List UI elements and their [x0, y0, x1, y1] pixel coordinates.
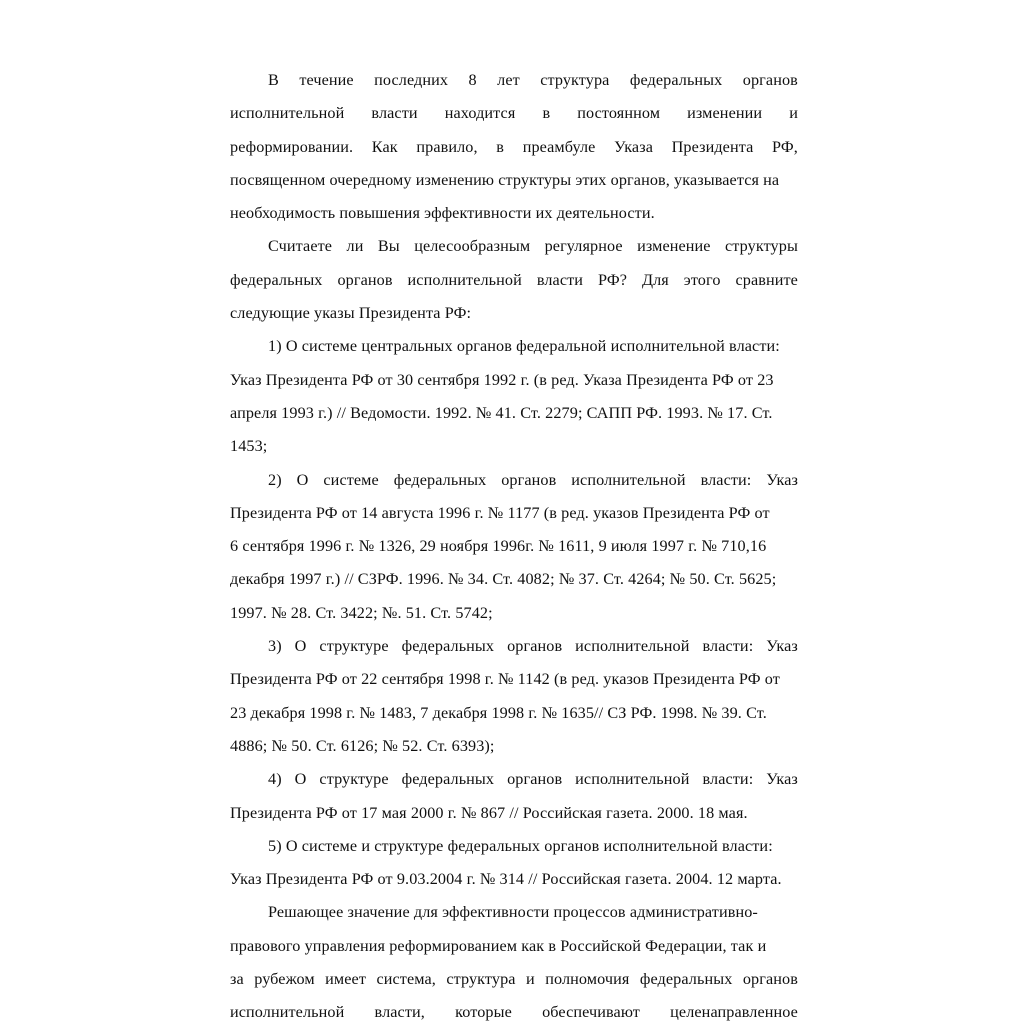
word: власти: [371, 104, 418, 123]
word: РФ,: [772, 137, 798, 156]
text-line: Президента РФ от 22 сентября 1998 г. № 1142 (в ред. указов Президента РФ от: [230, 670, 780, 689]
word: находится: [444, 104, 516, 123]
word: 4): [268, 770, 282, 789]
text-line: Указ Президента РФ от 30 сентября 1992 г. (в ред. Указа Президента РФ от 23: [230, 370, 774, 389]
word: органов: [337, 270, 393, 289]
text-line: 23 декабря 1998 г. № 1483, 7 декабря 1998 г. № 1635// СЗ РФ. 1998. № 39. Ст.: [230, 703, 767, 722]
document-text-block: [230, 64, 798, 1024]
word: Указ: [766, 770, 798, 789]
word: исполнительной: [230, 1003, 345, 1022]
text-line: 6 сентября 1996 г. № 1326, 29 ноября 1996г. № 1611, 9 июля 1997 г. № 710,16: [230, 537, 767, 556]
paragraph: [230, 630, 798, 763]
word: 3): [268, 637, 282, 656]
word: за: [230, 970, 244, 989]
word: органов: [742, 970, 798, 989]
word: органов: [507, 770, 563, 789]
paragraph: [230, 230, 798, 330]
word: в: [542, 104, 551, 123]
text-line: Решающее значение для эффективности процессов административно-: [268, 903, 758, 922]
word: имеет: [325, 970, 366, 989]
word: и: [526, 970, 535, 989]
text-line: 1997. № 28. Ст. 3422; №. 51. Ст. 5742;: [230, 603, 493, 622]
word: целенаправленное: [670, 1003, 798, 1022]
word: преамбуле: [522, 137, 596, 156]
text-line: 4886; № 50. Ст. 6126; № 52. Ст. 6393);: [230, 736, 495, 755]
word: исполнительной: [407, 270, 522, 289]
word: власти:: [702, 770, 754, 789]
text-line: необходимость повышения эффективности их деятельности.: [230, 204, 655, 223]
text-line: [230, 963, 798, 996]
word: федеральных: [629, 71, 723, 89]
word: и: [789, 104, 798, 123]
word: полномочия: [545, 970, 630, 989]
paragraph: [230, 896, 798, 1024]
word: этого: [683, 270, 721, 289]
text-line: [230, 230, 798, 263]
word: Как: [371, 137, 398, 156]
word: структура: [540, 71, 610, 89]
word: исполнительной: [575, 637, 690, 656]
word: исполнительной: [575, 770, 690, 789]
word: власти: [536, 270, 584, 289]
word: федеральных: [230, 270, 323, 289]
text-line: [230, 97, 798, 130]
word: власти:: [702, 637, 754, 656]
word: О: [294, 637, 307, 656]
word: О: [296, 470, 309, 489]
text-line: [230, 64, 798, 97]
text-line: следующие указы Президента РФ:: [230, 304, 472, 323]
text-line: декабря 1997 г.) // СЗРФ. 1996. № 34. Ст. 4082; № 37. Ст. 4264; № 50. Ст. 5625;: [230, 570, 777, 589]
word: сравните: [735, 270, 798, 289]
word: целесообразным: [414, 237, 531, 256]
word: федеральных: [401, 637, 495, 656]
word: Для: [641, 270, 669, 289]
word: системе: [323, 470, 379, 489]
paragraph: [230, 763, 798, 830]
text-line: [230, 763, 798, 796]
text-line: посвященном очередному изменению структуры этих органов, указывается на: [230, 170, 780, 189]
word: изменении: [687, 104, 763, 123]
word: рубежом: [254, 970, 315, 989]
word: власти,: [374, 1003, 425, 1022]
word: Президента: [671, 137, 754, 156]
word: Вы: [377, 237, 400, 256]
paragraph: [230, 64, 798, 230]
word: обеспечивают: [542, 1003, 640, 1022]
paragraph: [230, 464, 798, 630]
word: которые: [455, 1003, 512, 1022]
word: лет: [497, 71, 520, 89]
word: власти:: [700, 470, 752, 489]
word: органов: [501, 470, 557, 489]
word: система,: [376, 970, 436, 989]
text-line: 1) О системе центральных органов федеральной исполнительной власти:: [268, 337, 780, 356]
word: ли: [346, 237, 364, 256]
text-line: апреля 1993 г.) // Ведомости. 1992. № 41. Ст. 2279; САПП РФ. 1993. № 17. Ст.: [230, 403, 773, 422]
text-line: 1453;: [230, 437, 268, 456]
text-line: [230, 264, 798, 297]
word: реформировании.: [230, 137, 354, 156]
word: О: [294, 770, 307, 789]
word: исполнительной: [571, 470, 686, 489]
word: Указ: [766, 470, 798, 489]
word: структуре: [319, 637, 389, 656]
paragraph: [230, 830, 798, 897]
word: Указа: [614, 137, 653, 156]
word: структура: [446, 970, 516, 989]
text-line: 5) О системе и структуре федеральных органов исполнительной власти:: [268, 836, 773, 855]
word: течение: [299, 71, 354, 89]
paragraph: [230, 330, 798, 463]
word: федеральных: [639, 970, 733, 989]
word: федеральных: [401, 770, 495, 789]
word: исполнительной: [230, 104, 345, 123]
text-line: Президента РФ от 17 мая 2000 г. № 867 // Российская газета. 2000. 18 мая.: [230, 803, 748, 822]
text-line: [230, 464, 798, 497]
word: 8: [468, 71, 477, 89]
text-line: Президента РФ от 14 августа 1996 г. № 1177 (в ред. указов Президента РФ от: [230, 503, 770, 522]
word: регулярное: [544, 237, 623, 256]
word: последних: [374, 71, 449, 89]
word: Указ: [766, 637, 798, 656]
word: Считаете: [268, 237, 333, 256]
word: В: [268, 71, 279, 89]
text-line: [230, 131, 798, 164]
word: органов: [507, 637, 563, 656]
word: структуры: [725, 237, 798, 256]
word: 2): [268, 470, 282, 489]
word: органов: [742, 71, 798, 89]
word: правило,: [416, 137, 478, 156]
word: постоянном: [577, 104, 661, 123]
word: в: [496, 137, 505, 156]
text-line: [230, 996, 798, 1024]
word: структуре: [319, 770, 389, 789]
word: РФ?: [598, 270, 627, 289]
text-line: Указ Президента РФ от 9.03.2004 г. № 314 // Российская газета. 2004. 12 марта.: [230, 870, 782, 889]
word: изменение: [637, 237, 711, 256]
word: федеральных: [393, 470, 487, 489]
text-line: правового управления реформированием как в Российской Федерации, так и: [230, 936, 767, 955]
text-line: [230, 630, 798, 663]
